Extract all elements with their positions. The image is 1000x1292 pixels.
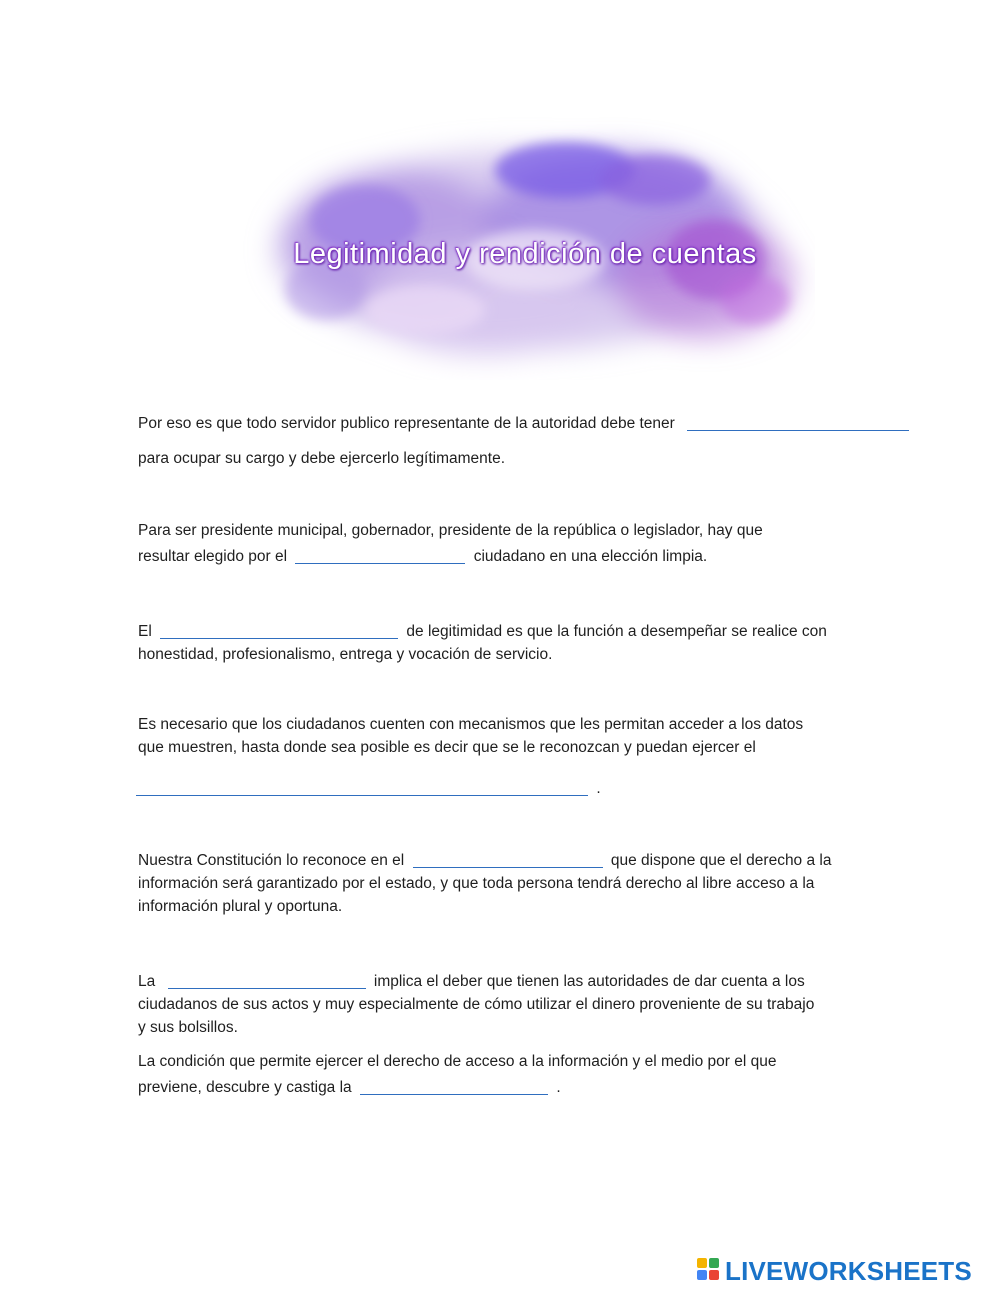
question-6	[138, 967, 814, 1039]
question-text: honestidad, profesionalismo, entrega y vocación de servicio.	[138, 646, 553, 663]
question-text: de legitimidad es que la función a desempeñar se realice con	[406, 623, 827, 640]
answer-blank-2[interactable]	[295, 545, 465, 564]
page-title: Legitimidad y rendición de cuentas	[293, 238, 757, 270]
question-text: Por eso es que todo servidor publico representante de la autoridad debe tener	[138, 415, 675, 432]
question-text: La	[138, 973, 156, 990]
question-text: que muestren, hasta donde sea posible es decir que se le reconozcan y puedan ejercer el	[138, 739, 756, 756]
question-4-answer	[132, 774, 601, 800]
question-1-continued	[138, 447, 505, 470]
title-banner	[235, 110, 815, 380]
question-2	[138, 519, 763, 568]
question-text: La condición que permite ejercer el derecho de acceso a la información y el medio por el que	[138, 1053, 777, 1070]
question-text: previene, descubre y castiga la	[138, 1079, 352, 1096]
logo-blocks-icon	[697, 1258, 721, 1282]
question-text: ciudadano en una elección limpia.	[473, 548, 708, 565]
question-text: información plural y oportuna.	[138, 898, 343, 915]
answer-blank-3[interactable]	[160, 620, 398, 639]
answer-blank-7[interactable]	[360, 1076, 548, 1095]
logo-block-icon	[697, 1270, 707, 1280]
question-text: resultar elegido por el	[138, 548, 288, 565]
question-1	[138, 409, 913, 435]
question-text: y sus bolsillos.	[138, 1019, 238, 1036]
question-text: Para ser presidente municipal, gobernador, presidente de la república o legislador, hay que	[138, 522, 763, 539]
answer-blank-4[interactable]	[136, 777, 588, 796]
question-text: El	[138, 623, 152, 640]
question-text: información será garantizado por el estado, y que toda persona tendrá derecho al libre acceso a la	[138, 875, 815, 892]
question-5	[138, 846, 831, 918]
question-text: implica el deber que tienen las autoridades de dar cuenta a los	[373, 973, 805, 990]
answer-blank-1[interactable]	[687, 412, 909, 431]
logo-block-icon	[709, 1258, 719, 1268]
question-text: .	[556, 1079, 561, 1096]
question-text: para ocupar su cargo y debe ejercerlo legítimamente.	[138, 450, 506, 467]
brand-name: LIVEWORKSHEETS	[725, 1256, 972, 1286]
question-7	[138, 1050, 776, 1099]
answer-blank-5[interactable]	[413, 849, 603, 868]
question-text: Nuestra Constitución lo reconoce en el	[138, 852, 405, 869]
logo-block-icon	[709, 1270, 719, 1280]
logo-block-icon	[697, 1258, 707, 1268]
question-4	[138, 713, 803, 759]
answer-blank-6[interactable]	[168, 970, 366, 989]
question-text: Es necesario que los ciudadanos cuenten con mecanismos que les permitan acceder a los datos	[138, 716, 804, 733]
question-3	[138, 617, 827, 666]
question-text: .	[596, 780, 601, 797]
question-text: ciudadanos de sus actos y muy especialmente de cómo utilizar el dinero proveniente de su trabajo	[138, 996, 815, 1013]
liveworksheets-logo	[697, 1252, 997, 1292]
question-text: que dispone que el derecho a la	[610, 852, 832, 869]
